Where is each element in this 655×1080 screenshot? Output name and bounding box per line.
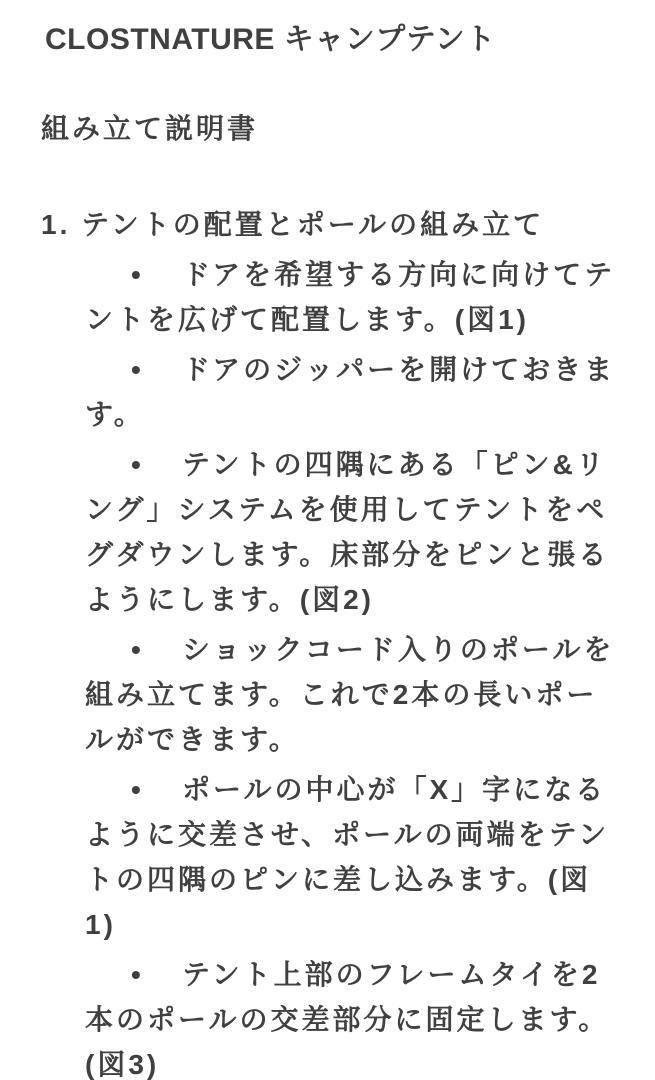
list-item-text: ドアを希望する方向に向けてテントを広げて配置します。(図1) (85, 259, 616, 335)
list-item (41, 767, 617, 947)
bullet-icon: • (131, 634, 141, 665)
product-title: CLOSTNATURE キャンプテント (45, 23, 496, 56)
list-item-text: ショックコード入りのポールを組み立てます。これで2本の長いポールができます。 (85, 634, 615, 755)
bullet-icon: • (131, 959, 141, 990)
section-1-heading: 1. テントの配置とポールの組み立て (41, 209, 545, 240)
list-item-text: テント上部のフレームタイを2本のポールの交差部分に固定します。(図3) (85, 959, 610, 1080)
list-item (41, 347, 617, 437)
list-item-text: ポールの中心が「X」字になるように交差させ、ポールの両端をテントの四隅のピンに差し込みます。(図1) (85, 774, 610, 940)
list-item-text: ドアのジッパーを開けておきます。 (85, 354, 616, 430)
list-item-text: テントの四隅にある「ピン&リング」システムを使用してテントをペグダウンします。床部分をピンと張るようにします。(図2) (85, 449, 610, 615)
bullet-icon: • (131, 259, 141, 290)
bullet-icon: • (131, 354, 141, 385)
list-item (41, 442, 617, 622)
bullet-icon: • (131, 774, 141, 805)
list-item (41, 952, 617, 1080)
document-subtitle: 組み立て説明書 (41, 113, 259, 144)
instruction-list (41, 252, 617, 1080)
bullet-icon: • (131, 449, 141, 480)
list-item (41, 252, 617, 342)
list-item (41, 627, 617, 762)
